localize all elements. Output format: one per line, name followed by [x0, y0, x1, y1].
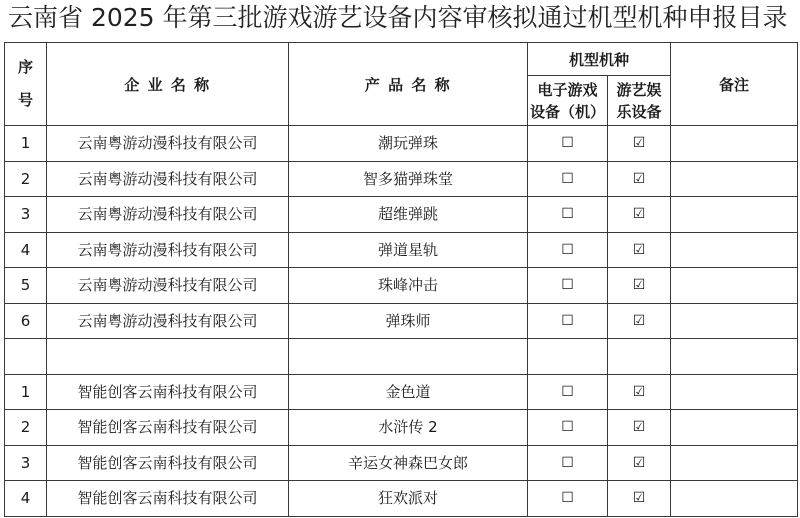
header-company: 企 业 名 称	[47, 43, 289, 126]
table-row	[5, 126, 798, 162]
note-cell	[671, 161, 798, 197]
amusement-checkbox: ☑	[608, 481, 671, 517]
company-cell: 智能创客云南科技有限公司	[47, 410, 289, 446]
amusement-checkbox: ☑	[608, 126, 671, 162]
header-electronic: 电子游戏 设备（机）	[528, 76, 608, 126]
document-title: 云南省 2025 年第三批游戏游艺设备内容审核拟通过机型机种申报目录	[8, 3, 788, 32]
table-row	[5, 303, 798, 339]
amusement-checkbox	[608, 339, 671, 375]
company-cell: 云南粤游动漫科技有限公司	[47, 268, 289, 304]
product-cell: 珠峰冲击	[289, 268, 528, 304]
seq-cell: 2	[5, 410, 47, 446]
table-row	[5, 161, 798, 197]
product-cell: 智多猫弹珠堂	[289, 161, 528, 197]
seq-cell	[5, 339, 47, 375]
product-cell: 弹珠师	[289, 303, 528, 339]
amusement-checkbox: ☑	[608, 268, 671, 304]
note-cell	[671, 410, 798, 446]
company-cell: 智能创客云南科技有限公司	[47, 374, 289, 410]
note-cell	[671, 481, 798, 517]
seq-cell: 3	[5, 197, 47, 233]
table-row	[5, 410, 798, 446]
note-cell	[671, 445, 798, 481]
table-row	[5, 481, 798, 517]
electronic-checkbox: ☐	[528, 303, 608, 339]
header-amusement: 游艺娱 乐设备	[608, 76, 671, 126]
company-cell: 云南粤游动漫科技有限公司	[47, 161, 289, 197]
note-cell	[671, 232, 798, 268]
header-product: 产 品 名 称	[289, 43, 528, 126]
amusement-checkbox: ☑	[608, 232, 671, 268]
amusement-checkbox: ☑	[608, 197, 671, 233]
electronic-checkbox: ☐	[528, 232, 608, 268]
header-type-group: 机型机种	[528, 43, 671, 76]
table-row	[5, 197, 798, 233]
header-seq: 序 号	[5, 43, 47, 126]
catalog-table	[4, 42, 798, 517]
company-cell: 云南粤游动漫科技有限公司	[47, 303, 289, 339]
seq-cell: 6	[5, 303, 47, 339]
note-cell	[671, 126, 798, 162]
table-header	[5, 43, 798, 126]
company-cell: 云南粤游动漫科技有限公司	[47, 197, 289, 233]
amusement-checkbox: ☑	[608, 374, 671, 410]
note-cell	[671, 339, 798, 375]
note-cell	[671, 268, 798, 304]
table-row	[5, 339, 798, 375]
seq-cell: 4	[5, 481, 47, 517]
product-cell: 金色道	[289, 374, 528, 410]
seq-cell: 1	[5, 126, 47, 162]
seq-cell: 5	[5, 268, 47, 304]
company-cell: 云南粤游动漫科技有限公司	[47, 232, 289, 268]
seq-cell: 2	[5, 161, 47, 197]
amusement-checkbox: ☑	[608, 445, 671, 481]
electronic-checkbox: ☐	[528, 481, 608, 517]
electronic-checkbox: ☐	[528, 126, 608, 162]
amusement-checkbox: ☑	[608, 161, 671, 197]
electronic-checkbox: ☐	[528, 374, 608, 410]
table-row	[5, 374, 798, 410]
table-body	[5, 126, 798, 517]
amusement-checkbox: ☑	[608, 410, 671, 446]
company-cell	[47, 339, 289, 375]
product-cell: 狂欢派对	[289, 481, 528, 517]
product-cell: 辛运女神森巴女郎	[289, 445, 528, 481]
electronic-checkbox: ☐	[528, 268, 608, 304]
header-note: 备注	[671, 43, 798, 126]
product-cell: 超维弹跳	[289, 197, 528, 233]
note-cell	[671, 374, 798, 410]
seq-cell: 3	[5, 445, 47, 481]
amusement-checkbox: ☑	[608, 303, 671, 339]
company-cell: 智能创客云南科技有限公司	[47, 445, 289, 481]
electronic-checkbox: ☐	[528, 445, 608, 481]
seq-cell: 1	[5, 374, 47, 410]
product-cell: 水浒传 2	[289, 410, 528, 446]
table-row	[5, 445, 798, 481]
table-row	[5, 268, 798, 304]
seq-cell: 4	[5, 232, 47, 268]
note-cell	[671, 197, 798, 233]
header-row	[5, 43, 798, 76]
product-cell	[289, 339, 528, 375]
table-row	[5, 232, 798, 268]
product-cell: 潮玩弹珠	[289, 126, 528, 162]
electronic-checkbox: ☐	[528, 197, 608, 233]
electronic-checkbox: ☐	[528, 410, 608, 446]
note-cell	[671, 303, 798, 339]
company-cell: 智能创客云南科技有限公司	[47, 481, 289, 517]
company-cell: 云南粤游动漫科技有限公司	[47, 126, 289, 162]
electronic-checkbox	[528, 339, 608, 375]
product-cell: 弹道星轨	[289, 232, 528, 268]
electronic-checkbox: ☐	[528, 161, 608, 197]
